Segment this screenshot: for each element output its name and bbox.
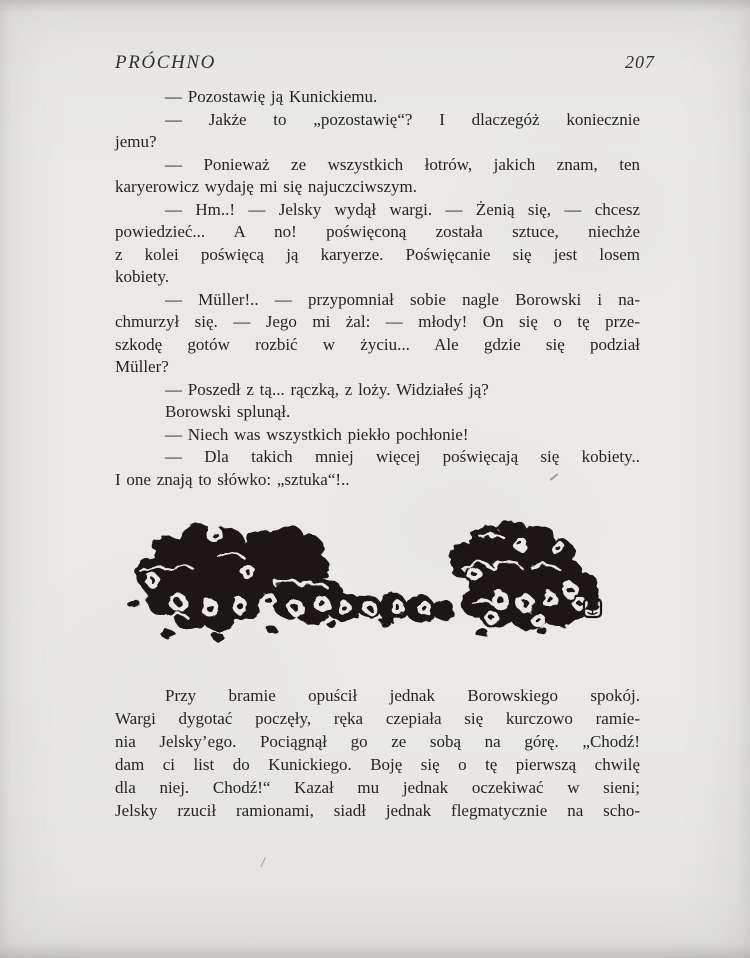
text-line: powiedzieć... A no! poświęconą została sztuce, niechże <box>115 222 640 241</box>
text-line: — Müller!.. — przypomniał sobie nagle Borowski i na- <box>165 289 640 309</box>
text-line: Jelsky rzucił ramionami, siadł jednak flegmatycznie na scho- <box>115 801 640 820</box>
text-line: I one znają to słówko: „sztuka“!.. <box>115 469 350 489</box>
text-line: — Poszedł z tą... rączką, z loży. Widziałeś ją? <box>165 379 489 399</box>
text-line: karyerowicz wydaję mi się najuczciwszym. <box>115 177 417 196</box>
text-line: — Niech was wszystkich piekło pochłonie! <box>165 424 469 444</box>
text-line: Müller? <box>115 357 169 376</box>
text-line: Borowski splunął. <box>165 402 291 421</box>
scan-edge-bottom <box>0 942 750 958</box>
text-line: szkodę gotów rozbić w życiu... Ale gdzie się podział <box>115 334 640 354</box>
woodcut-vignette <box>122 512 607 647</box>
stray-pen-mark: / <box>260 854 267 872</box>
lower-text-block <box>115 684 640 822</box>
text-line: chmurzył się. — Jego mi żal: — młody! On się o tę prze- <box>115 312 640 331</box>
page-number: 207 <box>625 52 655 72</box>
text-line: — Ponieważ ze wszystkich łotrów, jakich znam, ten <box>165 154 640 174</box>
text-line: — Dla takich mniej więcej poświęcają się kobiety.. <box>165 447 640 466</box>
text-line: — Pozostawię ją Kunickiemu. <box>165 87 378 106</box>
running-header <box>115 52 655 74</box>
text-line: nia Jelsky’ego. Pociągnął go ze sobą na górę. „Chodź! <box>115 732 640 751</box>
woodcut-vignette-svg <box>122 512 607 647</box>
upper-text-block <box>115 86 640 491</box>
text-line: — Jakże to „pozostawię“? I dlaczegóż koniecznie <box>165 109 640 129</box>
book-title: PRÓCHNO <box>115 52 216 73</box>
vignette-clusters <box>128 520 600 641</box>
text-line: kobiety. <box>115 267 170 286</box>
text-line: jemu? <box>115 132 157 151</box>
text-line: dla niej. Chodź!“ Kazał mu jednak oczekiwać w sieni; <box>115 778 640 797</box>
text-line: z kolei poświęcą ją karyerze. Poświęcanie się jest losem <box>115 244 640 264</box>
text-line: Przy bramie opuścił jednak Borowskiego spokój. <box>165 686 640 705</box>
text-line: Wargi dygotać poczęły, ręka czepiała się kurczowo ramie- <box>115 709 640 728</box>
text-line: — Hm..! — Jelsky wydął wargi. — Żenią się, — chcesz <box>165 199 640 219</box>
scan-edge-top <box>0 0 750 12</box>
text-line: dam ci list do Kunickiego. Boję się o tę pierwszą chwilę <box>115 755 640 774</box>
